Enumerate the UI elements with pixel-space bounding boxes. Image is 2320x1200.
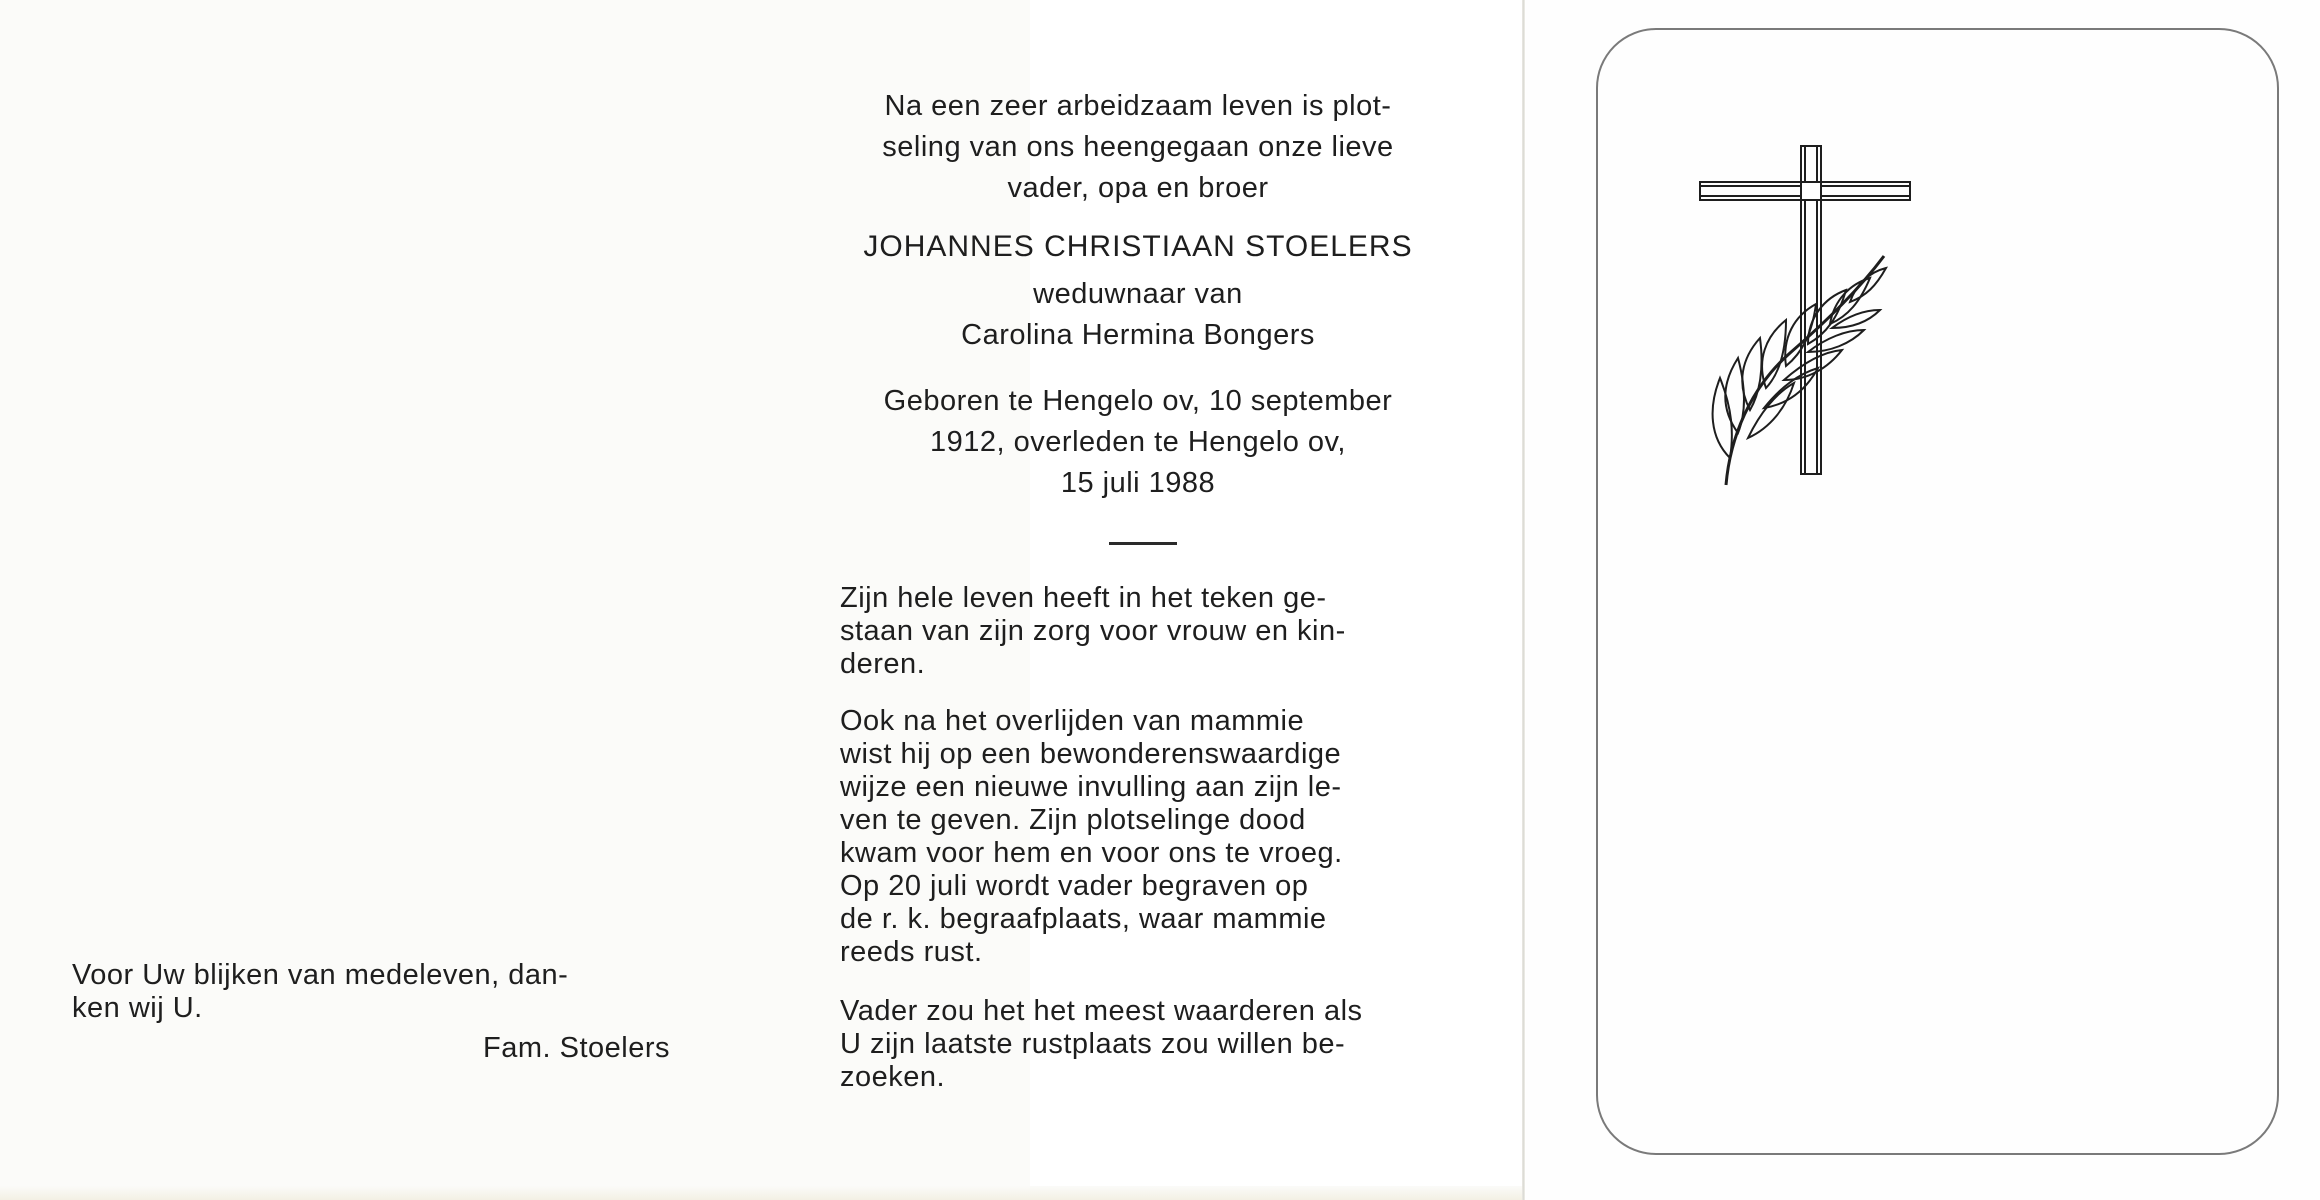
birth-death-text (838, 381, 1438, 504)
text-line: Op 20 juli wordt vader begraven op (840, 870, 1309, 902)
signature: Fam. Stoelers (483, 1032, 670, 1064)
text-line: wist hij op een bewonderenswaardige (840, 738, 1342, 770)
separator-line (1109, 542, 1177, 545)
text-line: zoeken. (840, 1061, 946, 1093)
widower-line: weduwnaar van (1033, 278, 1243, 310)
text-line: wijze een nieuwe invulling aan zijn le- (840, 771, 1342, 803)
text-line: Vader zou het het meest waarderen als (840, 995, 1363, 1027)
birth-death-line: 1912, overleden te Hengelo ov, (930, 426, 1346, 458)
text-line: ken wij U. (72, 992, 203, 1024)
intro-text (838, 86, 1438, 209)
thanks-text (72, 959, 670, 1025)
intro-line: seling van ons heengegaan onze lieve (882, 131, 1394, 163)
fold-line (1522, 0, 1525, 1200)
text-line: Voor Uw blijken van medeleven, dan- (72, 959, 569, 991)
paragraph-3 (840, 995, 1438, 1094)
text-line: Zijn hele leven heeft in het teken ge- (840, 582, 1327, 614)
intro-line: vader, opa en broer (1007, 172, 1269, 204)
text-line: staan van zijn zorg voor vrouw en kin- (840, 615, 1346, 647)
text-line: kwam voor hem en voor ons te vroeg. (840, 837, 1343, 869)
intro-line: Na een zeer arbeidzaam leven is plot- (884, 90, 1392, 122)
spouse-name: Carolina Hermina Bongers (961, 319, 1315, 351)
text-line: deren. (840, 648, 926, 680)
widower-text (838, 274, 1438, 356)
text-line: de r. k. begraafplaats, waar mammie (840, 903, 1327, 935)
cross-with-palm-branch-icon (1690, 138, 1920, 498)
text-line: Ook na het overlijden van mammie (840, 705, 1305, 737)
deceased-name: JOHANNES CHRISTIAAN STOELERS (863, 230, 1413, 263)
text-line: ven te geven. Zijn plotselinge dood (840, 804, 1306, 836)
text-line: reeds rust. (840, 936, 983, 968)
birth-death-line: 15 juli 1988 (1060, 467, 1216, 499)
birth-death-line: Geboren te Hengelo ov, 10 september (883, 385, 1393, 417)
paper-edge (0, 1186, 1522, 1200)
text-line: U zijn laatste rustplaats zou willen be- (840, 1028, 1346, 1060)
paragraph-2 (840, 705, 1438, 969)
paragraph-1 (840, 582, 1438, 681)
